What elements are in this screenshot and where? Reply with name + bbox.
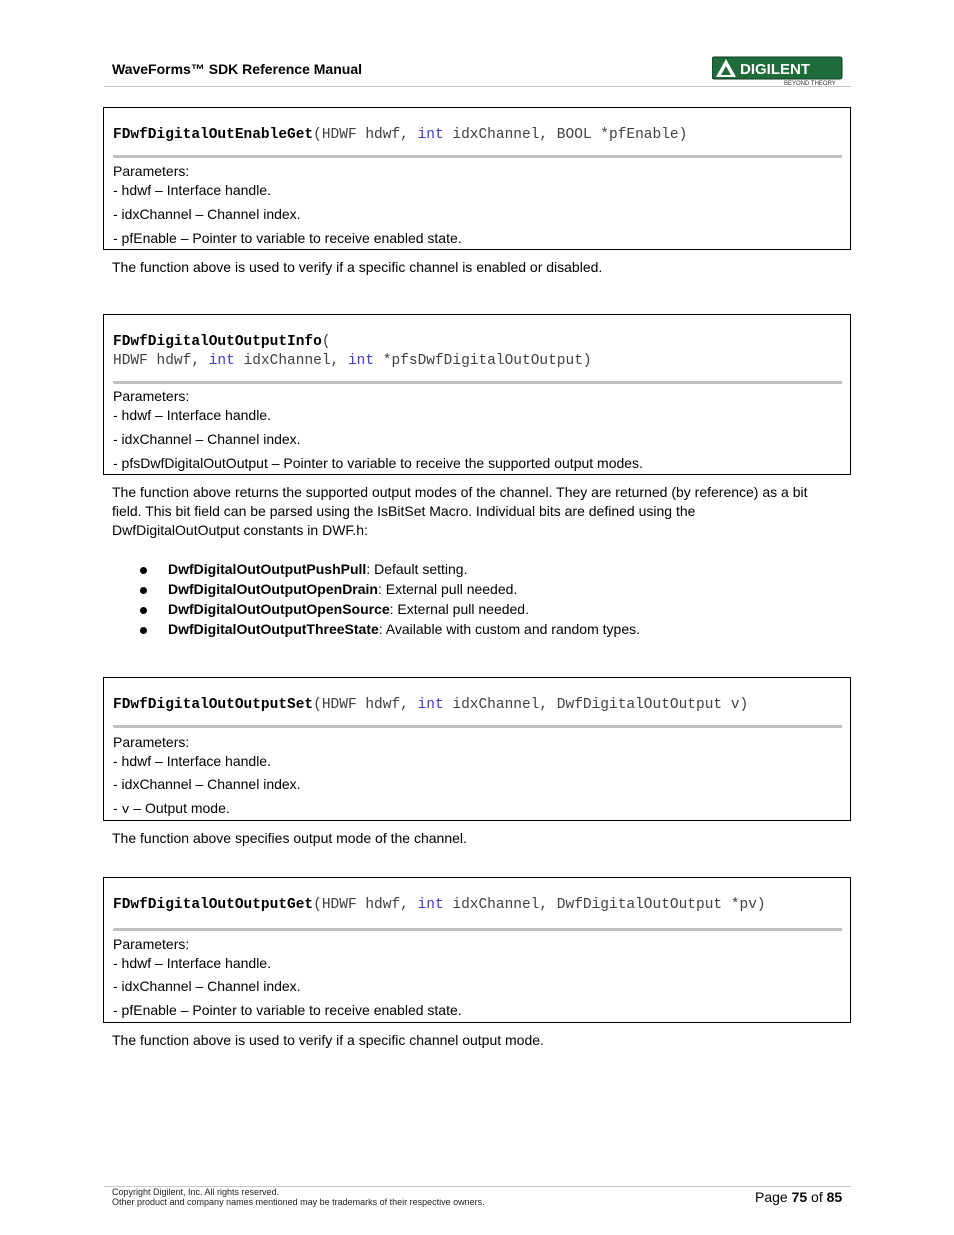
bullet-item: DwfDigitalOutOutputOpenSource: External pull needed.: [168, 601, 529, 617]
bullet-dot: [140, 567, 147, 574]
parameters-label: Parameters:: [113, 388, 190, 404]
param-item: - idxChannel – Channel index.: [113, 978, 301, 994]
function-box-output-set: [103, 677, 851, 821]
function-description: The function above specifies output mode of the channel.: [112, 830, 467, 846]
param-item: - pfEnable – Pointer to variable to receive enabled state.: [113, 1002, 462, 1018]
signature-divider: [113, 155, 842, 158]
function-signature: FDwfDigitalOutOutputGet(HDWF hdwf, int idxChannel, DwfDigitalOutOutput *pv): [113, 897, 766, 913]
bullet-item: DwfDigitalOutOutputPushPull: Default setting.: [168, 561, 468, 577]
function-box-enable-get: [103, 107, 851, 250]
param-item: - idxChannel – Channel index.: [113, 776, 301, 792]
svg-text:DIGILENT: DIGILENT: [740, 61, 810, 78]
parameters-label: Parameters:: [113, 163, 190, 179]
signature-divider: [113, 725, 842, 728]
param-item: - hdwf – Interface handle.: [113, 955, 271, 971]
digilent-logo: [712, 56, 844, 86]
function-description: The function above is used to verify if a specific channel output mode.: [112, 1032, 544, 1048]
parameters-label: Parameters:: [113, 936, 190, 952]
header-divider: [104, 86, 851, 87]
bullet-item: DwfDigitalOutOutputOpenDrain: External pull needed.: [168, 581, 518, 597]
function-description: The function above is used to verify if a specific channel is enabled or disabled.: [112, 259, 603, 275]
bullet-dot: [140, 607, 147, 614]
param-item: - pfsDwfDigitalOutOutput – Pointer to variable to receive the supported output modes.: [113, 455, 643, 471]
page-number: Page 75 of 85: [755, 1189, 843, 1205]
bullet-dot: [140, 627, 147, 634]
param-item: - v – Output mode.: [113, 800, 230, 817]
function-box-output-info: [103, 314, 851, 475]
function-signature: FDwfDigitalOutOutputSet(HDWF hdwf, int idxChannel, DwfDigitalOutOutput v): [113, 697, 749, 713]
parameters-label: Parameters:: [113, 734, 190, 750]
function-box-output-get: [103, 877, 851, 1023]
signature-divider: [113, 381, 842, 384]
signature-divider: [113, 928, 842, 931]
footer-trademark: Other product and company names mentioned may be trademarks of their respective owners.: [112, 1197, 485, 1207]
footer-copyright: Copyright Digilent, Inc. All rights reserved.: [112, 1187, 280, 1197]
param-item: - pfEnable – Pointer to variable to receive enabled state.: [113, 230, 462, 246]
param-item: - hdwf – Interface handle.: [113, 182, 271, 198]
param-item: - hdwf – Interface handle.: [113, 407, 271, 423]
function-signature: FDwfDigitalOutEnableGet(HDWF hdwf, int idxChannel, BOOL *pfEnable): [113, 127, 688, 143]
param-item: - idxChannel – Channel index.: [113, 431, 301, 447]
function-signature-params: HDWF hdwf, int idxChannel, int *pfsDwfDigitalOutOutput): [113, 353, 592, 369]
function-description-line: The function above returns the supported output modes of the channel. They are returned (by reference) as a bit: [112, 484, 808, 500]
param-item: - idxChannel – Channel index.: [113, 206, 301, 222]
param-item: - hdwf – Interface handle.: [113, 753, 271, 769]
bullet-dot: [140, 587, 147, 594]
function-signature: FDwfDigitalOutOutputInfo(: [113, 334, 331, 350]
header-title: WaveForms™ SDK Reference Manual: [112, 61, 362, 77]
function-description-line: DwfDigitalOutOutput constants in DWF.h:: [112, 522, 368, 538]
function-description-line: field. This bit field can be parsed using the IsBitSet Macro. Individual bits are defined using the: [112, 503, 696, 519]
svg-text:BEYOND THEORY: BEYOND THEORY: [784, 81, 836, 86]
bullet-item: DwfDigitalOutOutputThreeState: Available with custom and random types.: [168, 621, 640, 637]
